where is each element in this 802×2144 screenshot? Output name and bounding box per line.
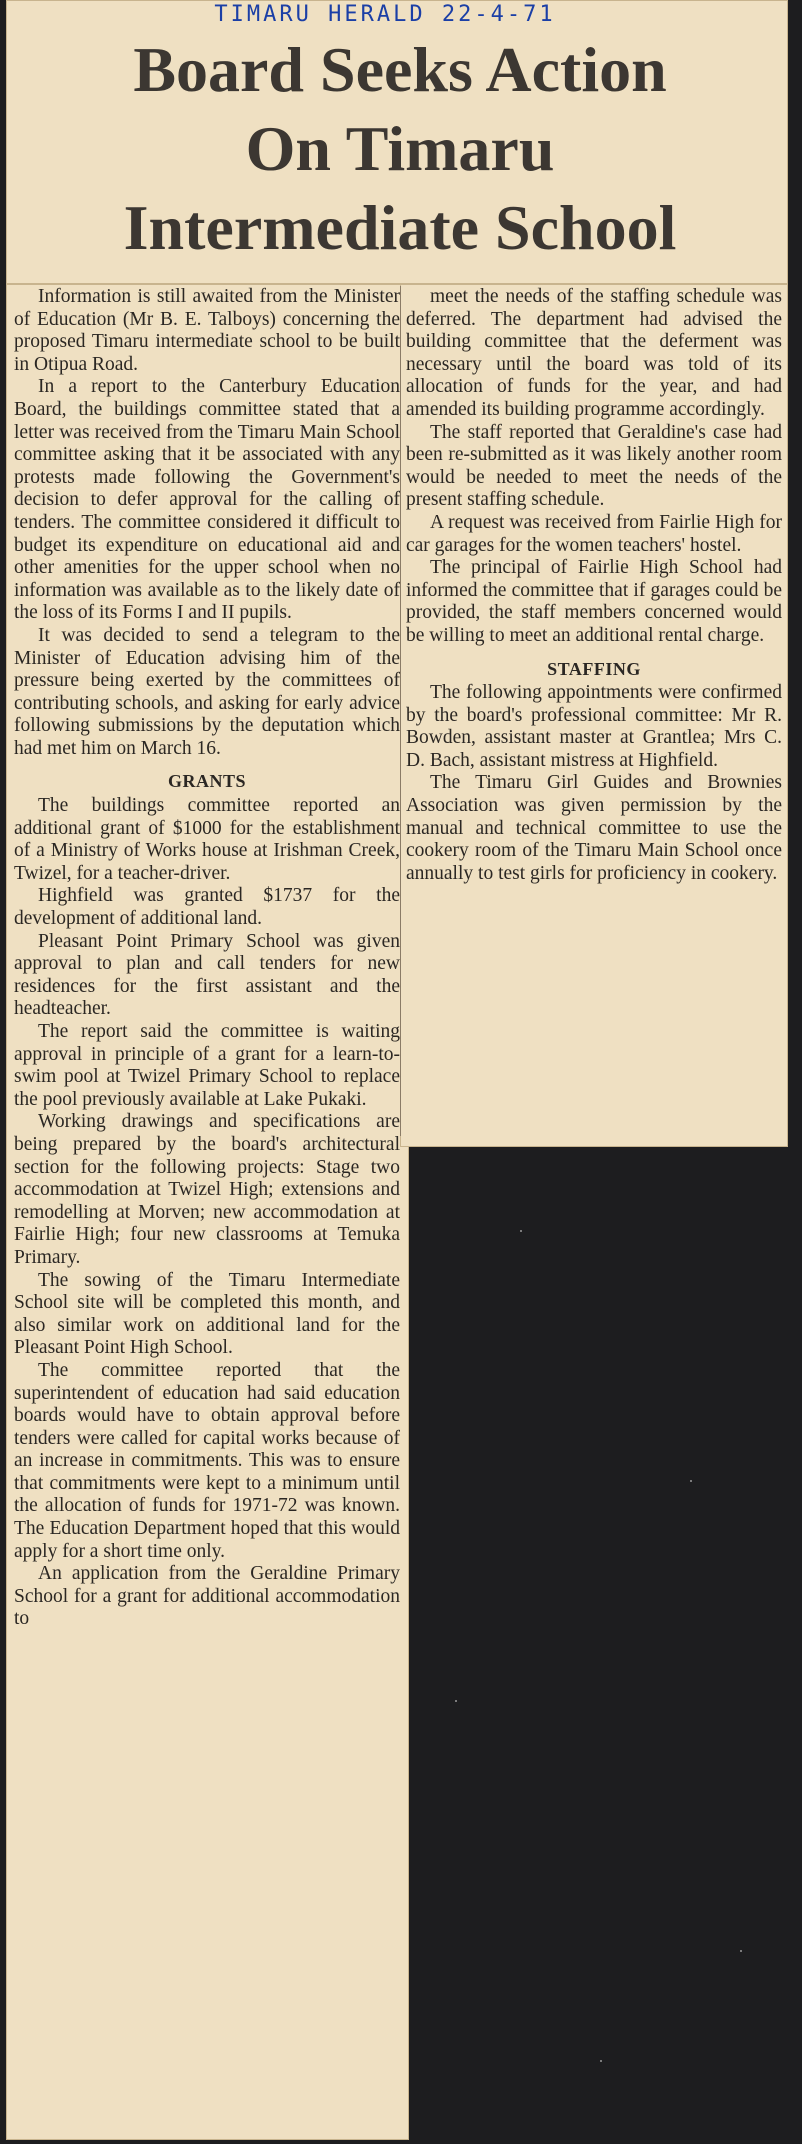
background-speck <box>520 1230 522 1232</box>
article-headline <box>30 30 770 267</box>
section-subheading: GRANTS <box>167 771 246 792</box>
headline-line-1: Board Seeks Action <box>133 34 667 105</box>
article-paragraph: It was decided to send a telegram to the Minister of Education advising him of the pressure being exerted by the committees of contributing schools, and asking for early advice following submissions by the deputation which had met him on March 16. <box>14 624 400 759</box>
article-paragraph: The Timaru Girl Guides and Brownies Association was given permission by the manual and technical committee to use the cookery room of the Timaru Main School once annually to test girls for proficiency in cookery. <box>406 772 782 884</box>
article-paragraph: Information is still awaited from the Minister of Education (Mr B. E. Talboys) concerning the proposed Timaru intermediate school to be built in Otipua Road. <box>14 286 400 375</box>
article-paragraph: The report said the committee is waiting approval in principle of a grant for a learn-to-swim pool at Twizel Primary School to replace the pool previously available at Lake Pukaki. <box>14 1021 400 1110</box>
article-paragraph: The committee reported that the superintendent of education had said education boards would have to obtain approval before tenders were called for capital works because of an increase in commitments. This was to ensure that commitments were kept to a minimum until the allocation of funds for 1971-72 was known. The Education Department hoped that this would apply for a short time only. <box>14 1359 400 1562</box>
article-paragraph: A request was received from Fairlie High for car garages for the women teachers' hostel. <box>406 511 782 556</box>
article-paragraph: meet the needs of the staffing schedule was deferred. The department had advised the building committee that the deferment was necessary until the board was told of its allocation of funds for the year, and had amended its building programme accordingly. <box>406 286 782 420</box>
section-subheading: STAFFING <box>547 658 641 679</box>
background-speck <box>455 1700 457 1702</box>
article-paragraph: Pleasant Point Primary School was given approval to plan and call tenders for new residences for the first assistant and the headteacher. <box>14 930 400 1020</box>
article-column-right <box>406 286 782 885</box>
background-speck <box>740 1950 742 1952</box>
background-speck <box>690 1480 692 1482</box>
article-paragraph: The buildings committee reported an additional grant of $1000 for the establishment of a Ministry of Works house at Irishman Creek, Twizel, for a teacher-driver. <box>14 795 400 884</box>
article-paragraph: An application from the Geraldine Primary School for a grant for additional accommodation to <box>14 1563 400 1630</box>
article-paragraph: The following appointments were confirmed by the board's professional committee: Mr R. Bowden, assistant master at Grantlea; Mrs C. D. Bach, assistant mistress at Highfield. <box>406 682 782 771</box>
handwritten-source-note: TIMARU HERALD 22-4-71 <box>214 2 556 27</box>
article-paragraph: In a report to the Canterbury Education Board, the buildings committee stated that a letter was received from the Timaru Main School committee asking that it be associated with any protests made following the Government's decision to defer approval for the calling of tenders. The committee considered it difficult to budget its expenditure on educational aid and other amenities for the upper school when no information was available as to the likely date of the loss of its Forms I and II pupils. <box>14 376 400 624</box>
article-column-left <box>14 286 400 1631</box>
article-paragraph: Highfield was granted $1737 for the development of additional land. <box>14 885 400 930</box>
article-paragraph: The principal of Fairlie High School had informed the committee that if garages could be provided, the staff members concerned would be willing to meet an additional rental charge. <box>406 557 782 646</box>
article-paragraph: The sowing of the Timaru Intermediate School site will be completed this month, and also similar work on additional land for the Pleasant Point High School. <box>14 1269 400 1359</box>
article-paragraph: Working drawings and specifications are being prepared by the board's architectural section for the following projects: Stage two accommodation at Twizel High; extensions and remodelling at Morven; new accommodation at Fairlie High; four new classrooms at Temuka Primary. <box>14 1111 400 1268</box>
headline-line-2: On Timaru <box>245 113 555 184</box>
column-divider <box>400 286 401 1136</box>
headline-line-3: Intermediate School <box>123 192 677 263</box>
article-paragraph: The staff reported that Geraldine's case had been re-submitted as it was likely another room would be needed to meet the needs of the present staffing schedule. <box>406 421 782 511</box>
background-speck <box>600 2060 602 2062</box>
